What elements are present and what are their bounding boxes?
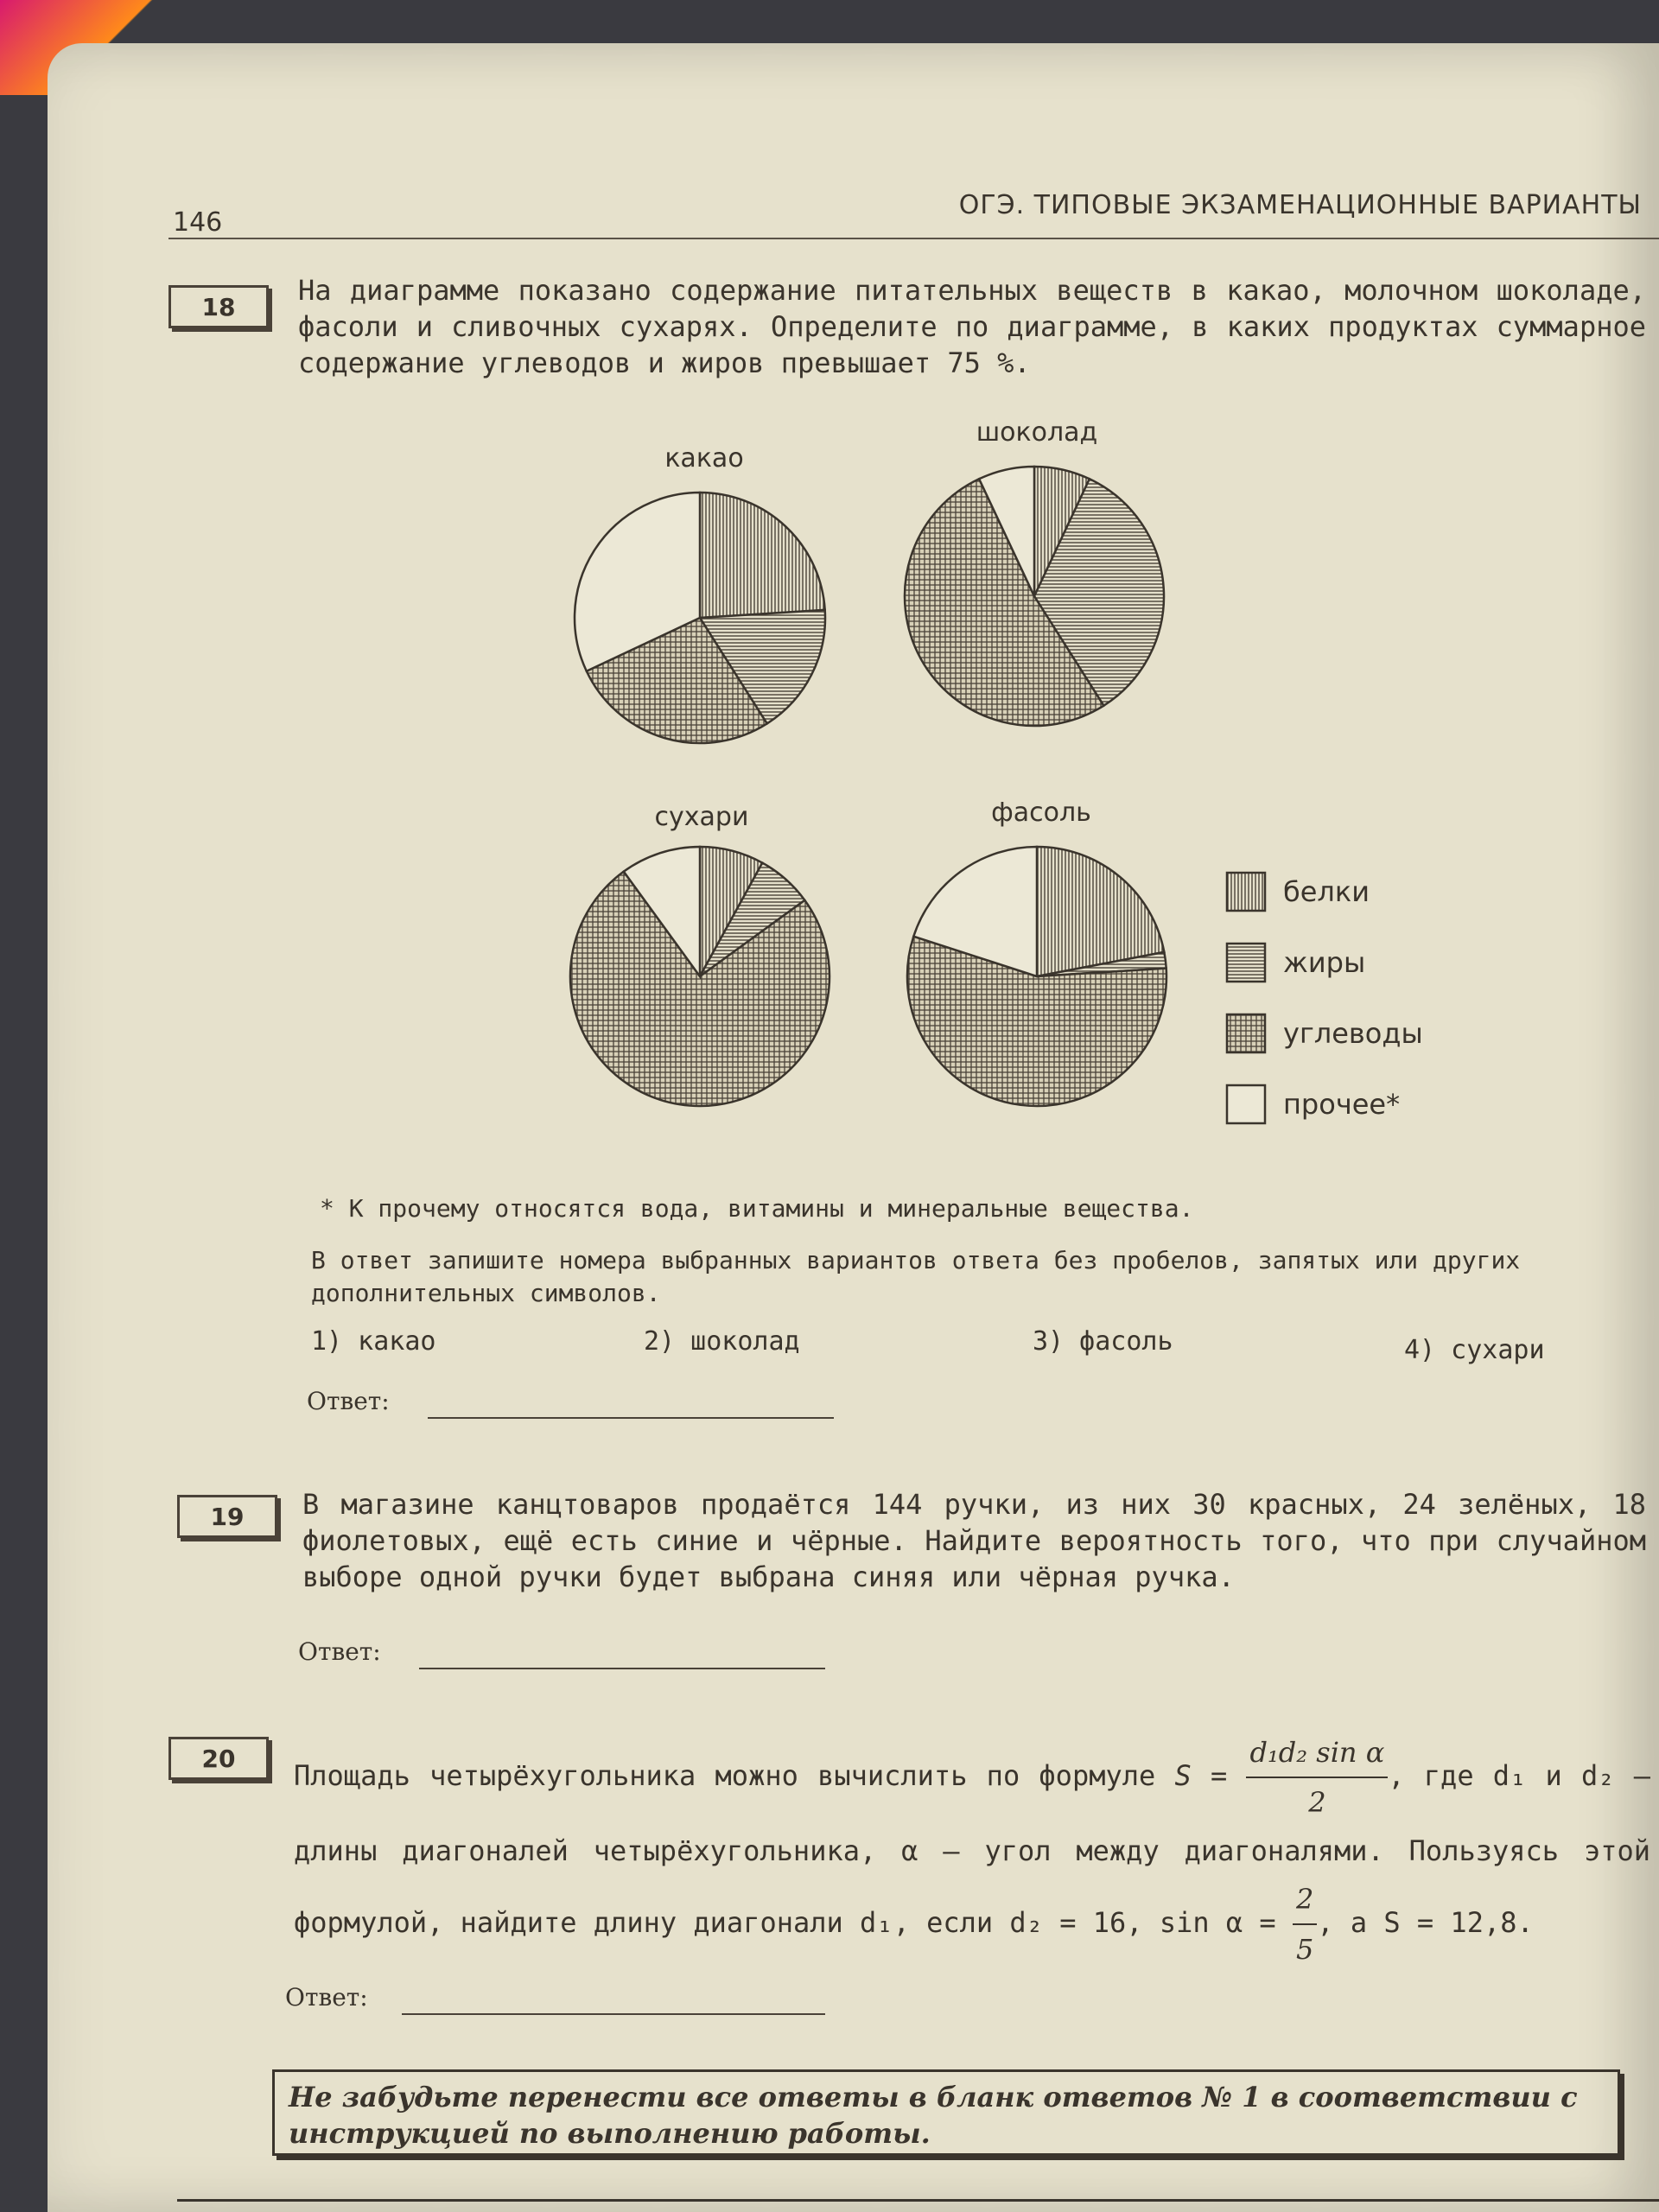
legend-label-carbohydrates: углеводы [1283,1017,1423,1050]
legend-label-fats: жиры [1283,946,1366,979]
pie-chart-chocolate [905,417,1164,726]
header-rule [168,238,1659,239]
task-18-number: 18 [168,285,269,328]
task-20-number: 20 [168,1737,269,1780]
task-19-answer-label: Ответ: [298,1637,381,1666]
chart-title-chocolate: шоколад [976,417,1098,448]
option-2: 2) шоколад [644,1326,800,1357]
task-19-number: 19 [177,1495,277,1538]
pie-chart-rusks [570,802,830,1106]
page-number: 146 [173,207,223,238]
task-18-answer-label: Ответ: [307,1387,390,1415]
sin-lhs: sin α = [1159,1906,1276,1939]
task-18-footnote: * К прочему относятся вода, витамины и минеральные вещества. [320,1194,1194,1223]
legend-label-proteins: белки [1283,875,1370,908]
task-19-text: В магазине канцтоваров продаётся 144 ручки, из них 30 красных, 24 зелёных, 18 фиолетовых, ещё есть синие и чёрные. Найдите вероятность того, что при случайном выборе одной ручки будет выбрана синяя или чёрная ручка. [302,1488,1646,1593]
task-20-text-before: Площадь четырёхугольника можно вычислить по формуле [294,1759,1156,1792]
legend-swatch-carbohydrates [1227,1014,1265,1052]
nutrient-pie-charts [48,372,1659,1236]
task-20-answer-line[interactable] [402,2013,825,2015]
task-18-instruction: В ответ запишите номера выбранных вариантов ответа без пробелов, запятых или других дополнительных символов. [311,1246,1521,1307]
legend-label-other: прочее* [1283,1088,1401,1121]
running-head: ОГЭ. ТИПОВЫЕ ЭКЗАМЕНАЦИОННЫЕ ВАРИАНТЫ [958,190,1642,220]
bottom-rule [177,2199,1659,2202]
option-4: 4) сухари [1404,1335,1545,1365]
option-1: 1) какао [311,1326,436,1357]
legend-swatch-proteins [1227,873,1265,911]
reminder-box: Не забудьте перенести все ответы в бланк ответов № 1 в соответствии с инструкцией по выполнению работы. [272,2069,1620,2156]
task-18-text: На диаграмме показано содержание питательных веществ в какао, молочном шоколаде, фасоли и сливочных сухарях. Определите по диаграмме, в каких продуктах суммарное содержание углеводов и жиров превышает 75 %. [298,274,1646,379]
chart-title-rusks: сухари [654,802,749,832]
pie-chart-beans [907,798,1166,1106]
task-18-answer-line[interactable] [428,1417,834,1419]
sin-fraction [1293,1875,1317,1974]
task-20-answer-label: Ответ: [285,1983,368,2012]
task-20-text-end: , а S = 12,8. [1317,1906,1534,1939]
task-20-text-after: , где d₁ и d₂ — длины диагоналей четырёхугольника, α — угол между диагоналями. Пользуясь этой формулой, найдите длину диагонали d₁, если d₂ = 16, [294,1759,1651,1939]
legend-swatch-fats [1227,944,1265,982]
option-3: 3) фасоль [1033,1326,1173,1357]
chart-title-beans: фасоль [991,798,1091,828]
formula-numerator: d₁d₂ sin α [1246,1728,1388,1778]
formula-denominator: 2 [1308,1786,1326,1819]
book-page [48,43,1659,2212]
task-20-text [294,1728,1650,1974]
legend-swatch-other [1227,1085,1265,1123]
formula-lhs: S = [1174,1759,1228,1792]
task-19-answer-line[interactable] [419,1668,825,1669]
sin-denominator: 5 [1295,1933,1314,1966]
chart-title-cocoa: какао [664,443,744,474]
pie-chart-cocoa [575,443,825,743]
formula-fraction [1246,1728,1388,1827]
slice-cocoa-proteins [700,493,825,618]
sin-numerator: 2 [1293,1875,1317,1925]
